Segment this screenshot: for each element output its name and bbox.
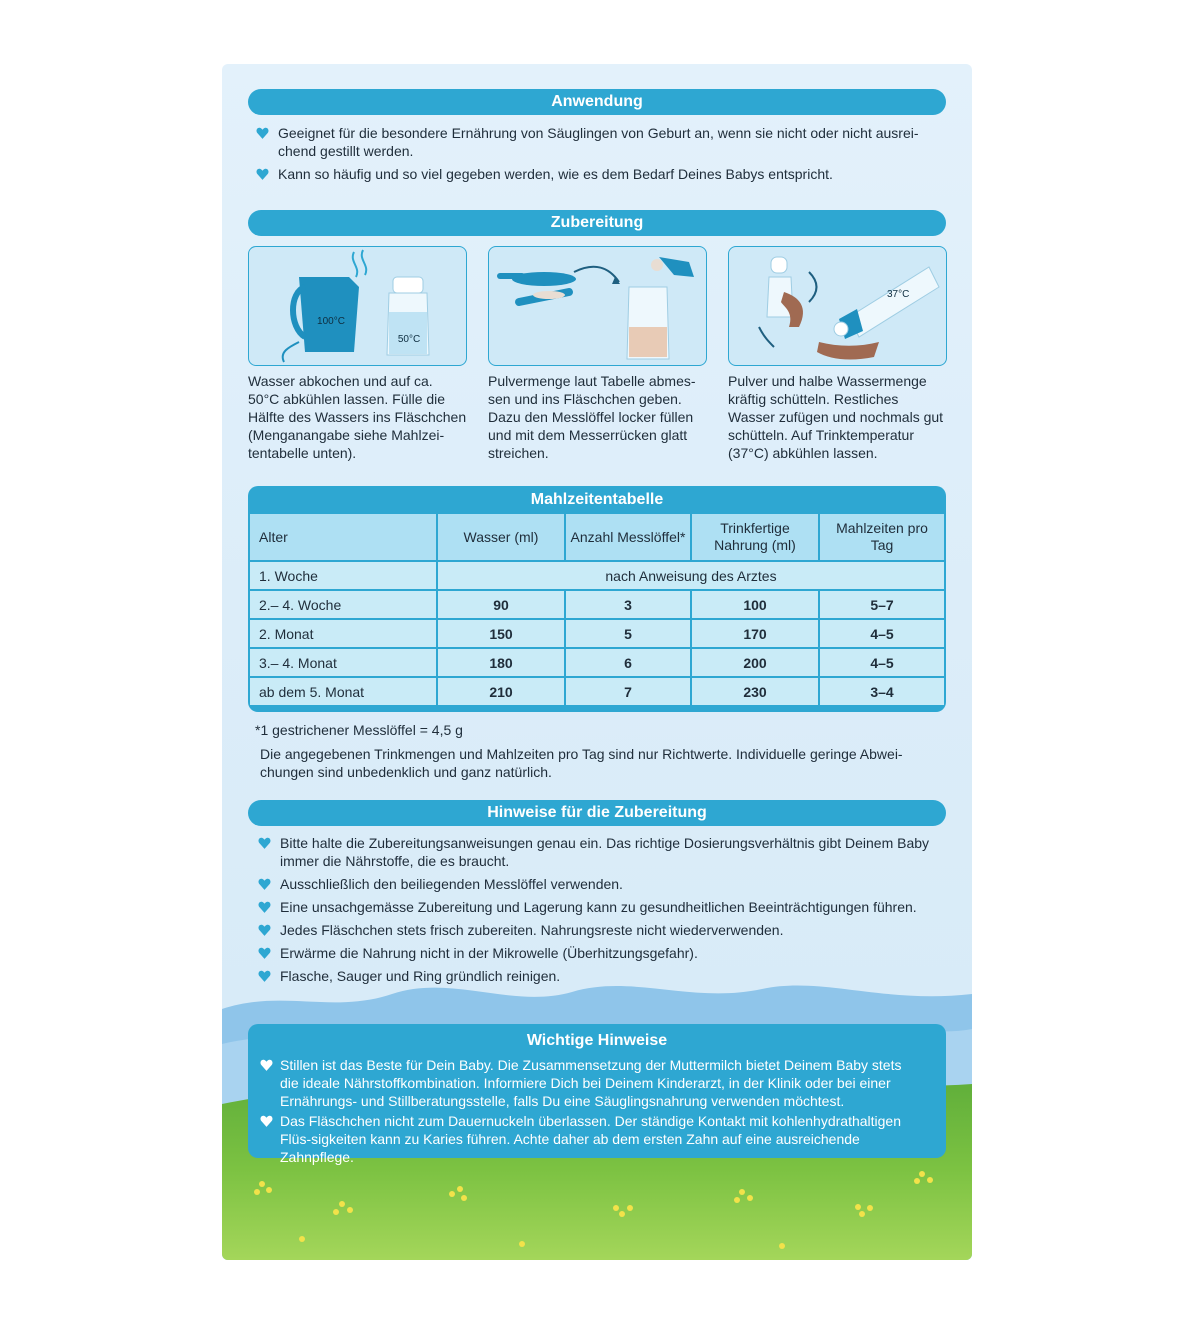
table-row xyxy=(250,649,944,676)
cell-trinkfertig: 200 xyxy=(692,649,818,676)
heart-icon xyxy=(258,924,271,936)
heart-icon xyxy=(258,878,271,890)
list-item: Ausschließlich den beiliegenden Messlöffel verwenden. xyxy=(258,875,948,893)
cell-messloeffel: 5 xyxy=(566,620,690,647)
cell-mahlzeiten: 3–4 xyxy=(820,678,944,705)
header-wasser: Wasser (ml) xyxy=(438,514,564,560)
table-footnote: *1 gestrichener Messlöffel = 4,5 g xyxy=(255,722,463,738)
cell-trinkfertig: 230 xyxy=(692,678,818,705)
step-2 xyxy=(488,246,707,462)
table-row xyxy=(250,591,944,618)
table-remark: Die angegebenen Trinkmengen und Mahlzeiten pro Tag sind nur Richtwerte. Individuelle geringe Abwei-chungen sind unbedenklich und ganz natürlich. xyxy=(260,746,903,780)
heart-icon xyxy=(256,127,269,139)
bottle-temp-label: 50°C xyxy=(397,334,421,345)
cell-trinkfertig: 100 xyxy=(692,591,818,618)
cell-age: 1. Woche xyxy=(250,562,436,589)
step-1 xyxy=(248,246,467,462)
cell-wasser: 210 xyxy=(438,678,564,705)
wichtige-hinweise-list xyxy=(248,1056,946,1166)
cell-mahlzeiten: 5–7 xyxy=(820,591,944,618)
cell-age: 2. Monat xyxy=(250,620,436,647)
step-2-illustration xyxy=(488,246,707,366)
anwendung-banner: Anwendung xyxy=(248,89,946,115)
list-item: Eine unsachgemässe Zubereitung und Lagerung kann zu gesundheitlichen Beeinträchtigungen führen. xyxy=(258,898,948,916)
heart-icon xyxy=(258,837,271,849)
header-trinkfertig: Trinkfertige Nahrung (ml) xyxy=(692,514,818,560)
cell-trinkfertig: 170 xyxy=(692,620,818,647)
cell-age: 3.– 4. Monat xyxy=(250,649,436,676)
cell-mahlzeiten: 4–5 xyxy=(820,620,944,647)
heart-icon xyxy=(256,168,269,180)
header-alter: Alter xyxy=(250,514,436,560)
package-back-panel xyxy=(222,64,972,1260)
heart-icon xyxy=(258,970,271,982)
cell-messloeffel: 6 xyxy=(566,649,690,676)
bottle-temp-label: 37°C xyxy=(887,289,910,300)
header-messloeffel: Anzahl Messlöffel* xyxy=(566,514,690,560)
zubereitung-banner: Zubereitung xyxy=(248,210,946,236)
step-3-text: Pulver und halbe Wassermenge kräftig schütteln. Restliches Wasser zufügen und nochmals gut schütteln. Auf Trinktemperatur (37°C) abkühlen lassen. xyxy=(728,373,944,461)
anwendung-list xyxy=(256,124,946,188)
list-item: Flasche, Sauger und Ring gründlich reinigen. xyxy=(258,967,948,985)
table-header-row xyxy=(250,514,944,560)
table-row xyxy=(250,678,944,705)
list-item: Bitte halte die Zubereitungsanweisungen genau ein. Das richtige Dosierungsverhältnis gibt Deinem Baby immer die Nährstoffe, die es braucht. xyxy=(258,834,948,870)
table-row xyxy=(250,562,944,589)
step-1-illustration xyxy=(248,246,467,366)
table-row xyxy=(250,620,944,647)
cell-age: ab dem 5. Monat xyxy=(250,678,436,705)
list-item: Kann so häufig und so viel gegeben werden, wie es dem Bedarf Deines Babys entspricht. xyxy=(256,165,946,183)
hinweise-banner: Hinweise für die Zubereitung xyxy=(248,800,946,826)
wichtige-hinweise-title: Wichtige Hinweise xyxy=(526,1032,668,1049)
heart-icon xyxy=(258,901,271,913)
heart-icon xyxy=(258,947,271,959)
cell-messloeffel: 7 xyxy=(566,678,690,705)
hinweise-list xyxy=(258,834,948,990)
feeding-table xyxy=(248,512,946,707)
cell-wasser: 90 xyxy=(438,591,564,618)
list-item: Stillen ist das Beste für Dein Baby. Die Zusammensetzung der Muttermilch bietet Deinem Baby stets die ideale Nährstoffkombination. Informiere Dich bei Deinem Kinderarzt, in der Klinik oder bei einer Ernährungs- und Stillberatungsstelle, falls Du eine Säuglingsnahrung verwenden möchtest. xyxy=(260,1056,922,1110)
kettle-icon xyxy=(299,277,359,352)
list-item: Das Fläschchen nicht zum Dauernuckeln überlassen. Der ständige Kontakt mit kohlenhydrathaltigen Flüs-sigkeiten kann zu Karies führen. Achte daher ab dem ersten Zahn auf eine ausreichende Zahnpflege. xyxy=(260,1112,922,1166)
step-3-illustration xyxy=(728,246,947,366)
list-item: Jedes Fläschchen stets frisch zubereiten. Nahrungsreste nicht wiederverwenden. xyxy=(258,921,948,939)
step-1-text: Wasser abkochen und auf ca. 50°C abkühlen lassen. Fülle die Hälfte des Wassers ins Fläschchen (Menganangabe siehe Mahlzei-tentabelle unten). xyxy=(248,373,467,461)
cell-age: 2.– 4. Woche xyxy=(250,591,436,618)
header-mahlzeiten: Mahlzeiten pro Tag xyxy=(820,514,944,560)
cell-note: nach Anweisung des Arztes xyxy=(438,562,944,589)
cell-mahlzeiten: 4–5 xyxy=(820,649,944,676)
kettle-temp-label: 100°C xyxy=(317,316,345,327)
heart-icon xyxy=(260,1115,273,1127)
heart-icon xyxy=(260,1059,273,1071)
cell-wasser: 150 xyxy=(438,620,564,647)
cell-wasser: 180 xyxy=(438,649,564,676)
list-item: Erwärme die Nahrung nicht in der Mikrowelle (Überhitzungsgefahr). xyxy=(258,944,948,962)
cell-messloeffel: 3 xyxy=(566,591,690,618)
mahlzeitentabelle xyxy=(248,486,946,712)
list-item: Geeignet für die besondere Ernährung von Säuglingen von Geburt an, wenn sie nicht oder nicht ausrei-chend gestillt werden. xyxy=(256,124,946,160)
wichtige-hinweise-box xyxy=(248,1024,946,1165)
table-title: Mahlzeitentabelle xyxy=(530,491,664,508)
step-2-text: Pulvermenge laut Tabelle abmes-sen und ins Fläschchen geben. Dazu den Messlöffel locker füllen und mit dem Messerrücken glatt streichen. xyxy=(488,373,696,461)
step-3 xyxy=(728,246,947,462)
bottle-icon xyxy=(849,267,939,337)
